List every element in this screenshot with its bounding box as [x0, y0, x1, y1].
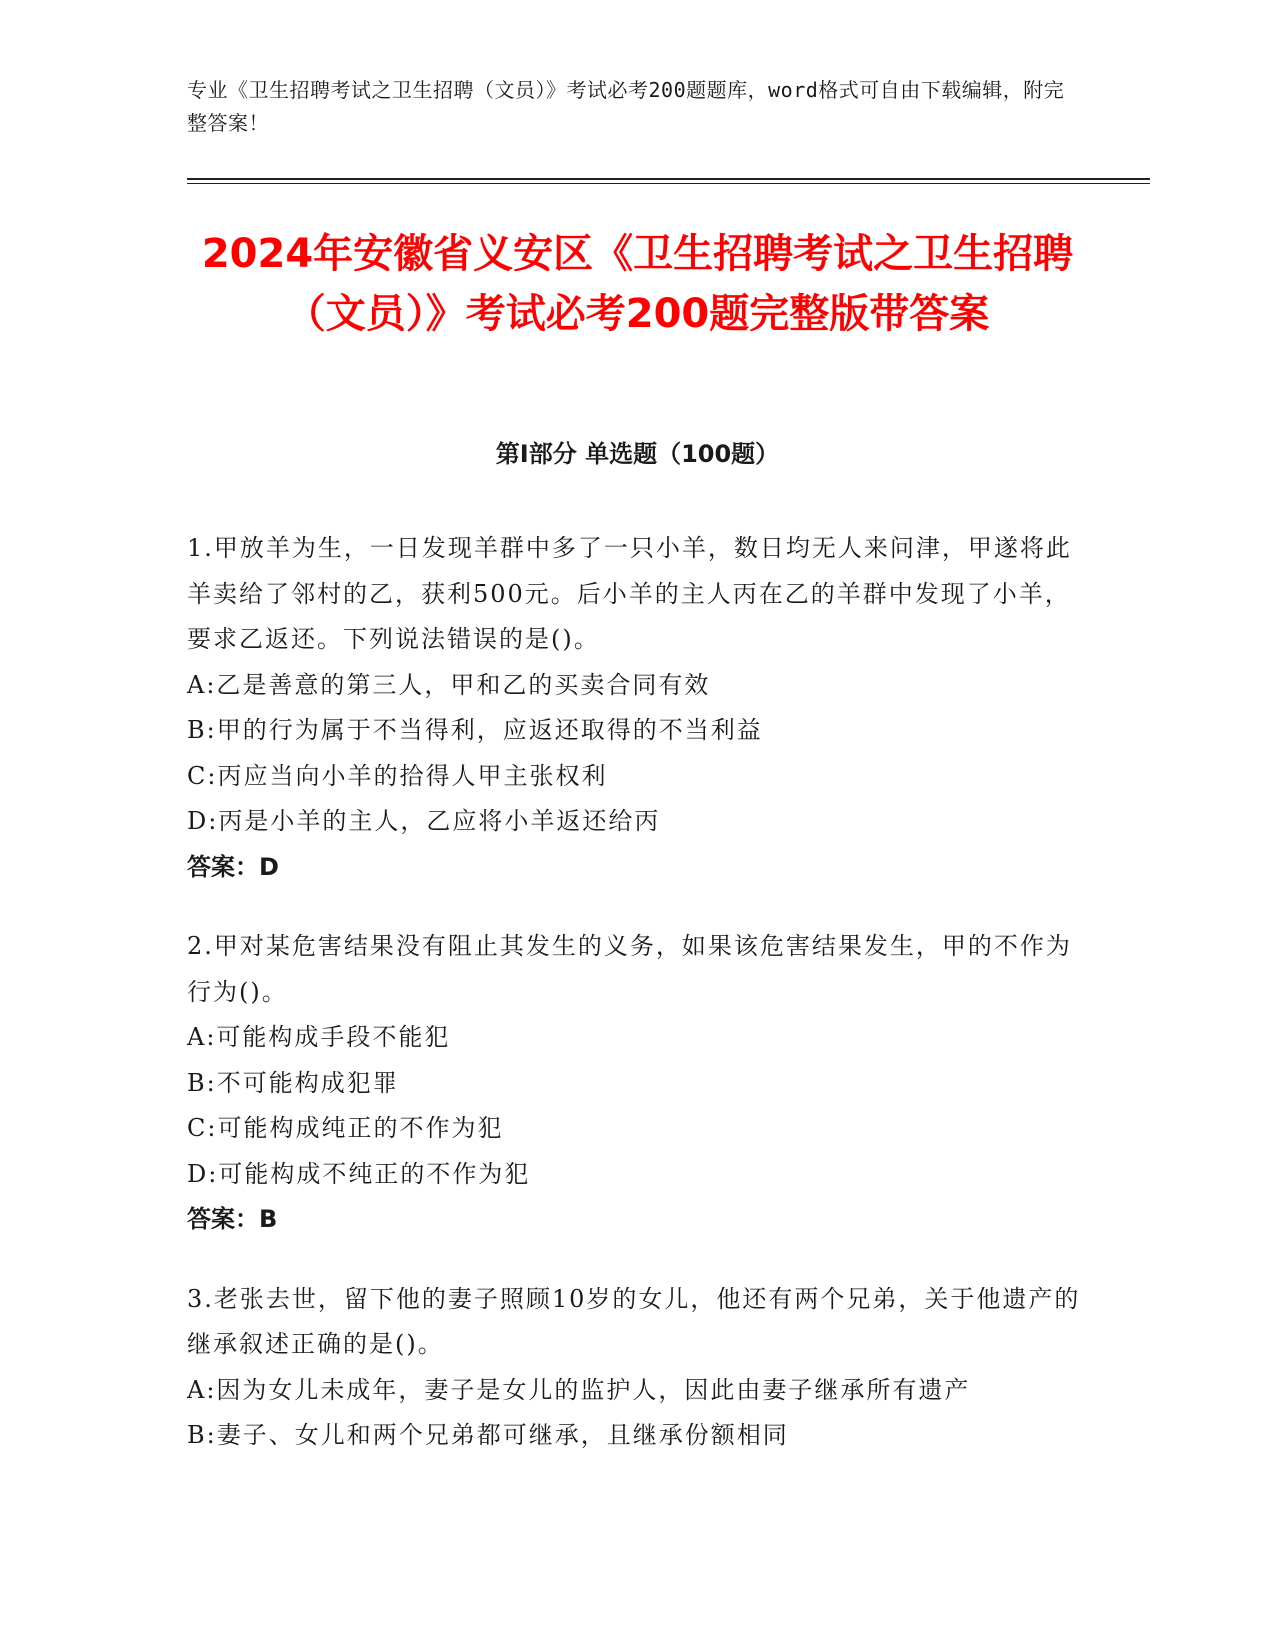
document-title: 2024年安徽省义安区《卫生招聘考试之卫生招聘（文员）》考试必考200题完整版带答案 [201, 231, 1074, 337]
option-a: A:可能构成手段不能犯 [187, 1023, 451, 1051]
header-divider-thin [187, 183, 1150, 184]
section-title: 第I部分 单选题（100题） [495, 440, 780, 468]
option-c: C:丙应当向小羊的拾得人甲主张权利 [187, 761, 608, 790]
option-d: D:丙是小羊的主人，乙应将小羊返还给丙 [187, 807, 661, 835]
option-b: B:妻子、女儿和两个兄弟都可继承，且继承份额相同 [187, 1421, 789, 1449]
question-1 [187, 526, 1087, 890]
option-b: B:甲的行为属于不当得利，应返还取得的不当利益 [187, 716, 763, 744]
question-stem: 3.老张去世，留下他的妻子照顾10岁的女儿，他还有两个兄弟，关于他遗产的继承叙述正确的是()。 [187, 1284, 1081, 1358]
option-c: C:可能构成纯正的不作为犯 [187, 1114, 504, 1142]
question-stem: 2.甲对某危害结果没有阻止其发生的义务，如果该危害结果发生，甲的不作为行为()。 [187, 932, 1072, 1006]
header-note: 专业《卫生招聘考试之卫生招聘（文员）》考试必考200题题库，word格式可自由下载编辑，附完整答案！ [187, 78, 1065, 135]
header-divider-thick [187, 178, 1150, 180]
option-b: B:不可能构成犯罪 [187, 1068, 399, 1097]
question-stem: 1.甲放羊为生，一日发现羊群中多了一只小羊，数日均无人来问津，甲遂将此羊卖给了邻村的乙，获利500元。后小羊的主人丙在乙的羊群中发现了小羊，要求乙返还。下列说法错误的是()。 [187, 534, 1072, 653]
question-2 [187, 924, 1087, 1243]
question-3 [187, 1277, 1087, 1459]
option-a: A:乙是善意的第三人，甲和乙的买卖合同有效 [187, 670, 711, 699]
answer-line: 答案：B [187, 1205, 278, 1233]
option-d: D:可能构成不纯正的不作为犯 [187, 1159, 531, 1188]
option-a: A:因为女儿未成年，妻子是女儿的监护人，因此由妻子继承所有遗产 [187, 1375, 971, 1404]
answer-line: 答案：D [187, 852, 279, 881]
question-list [187, 526, 1087, 1493]
